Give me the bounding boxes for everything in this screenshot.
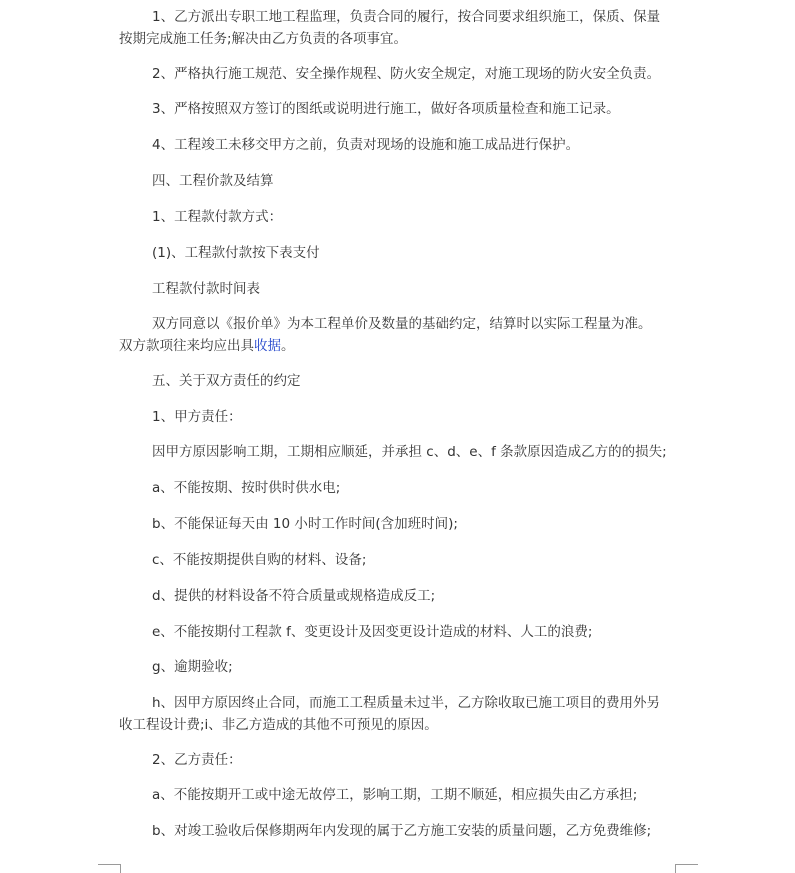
paragraph-payment-schedule-note <box>119 242 679 264</box>
list-item-text: h、因甲方原因终止合同，而施工工程质量未过半，乙方除收取已施工项目的费用外另 <box>152 695 661 711</box>
paragraph-line: (1)、工程款付款按下表支付 <box>152 245 320 261</box>
list-item-e-f <box>119 621 679 643</box>
list-item-text: b、对竣工验收后保修期两年内发现的属于乙方施工安装的质量问题，乙方免费维修; <box>152 823 652 839</box>
paragraph-line: 1、甲方责任： <box>152 409 242 425</box>
paragraph-safety-regulations <box>119 63 679 85</box>
list-item-text: c、不能按期提供自购的材料、设备; <box>152 552 367 568</box>
paragraph-line: 2、严格执行施工规范、安全操作规程、防火安全规定，对施工现场的防火安全负责。 <box>152 66 661 82</box>
table-caption-payment-timeline <box>119 278 679 300</box>
paragraph-line: 按期完成施工任务;解决由乙方负责的各项事宜。 <box>119 31 408 47</box>
paragraph-line: 1、工程款付款方式： <box>152 209 283 225</box>
paragraph-party-a-heading <box>119 406 679 428</box>
list-item-a <box>119 477 679 499</box>
paragraph-party-a-delay <box>119 441 679 463</box>
list-item-b <box>119 513 679 535</box>
list-item-text: a、不能按期开工或中途无故停工，影响工期，工期不顺延，相应损失由乙方承担; <box>152 787 638 803</box>
list-item-text: e、不能按期付工程款 f、变更设计及因变更设计造成的材料、人工的浪费; <box>152 624 593 640</box>
paragraph-line: 4、工程竣工未移交甲方之前，负责对现场的设施和施工成品进行保护。 <box>152 137 580 153</box>
paragraph-line: 因甲方原因影响工期，工期相应顺延，并承担 c、d、e、f 条款原因造成乙方的的损失; <box>152 444 667 460</box>
paragraph-contractor-supervision <box>119 6 679 50</box>
paragraph-party-b-heading <box>119 749 679 771</box>
list-item-text: 收工程设计费;i、非乙方造成的其他不可预见的原因。 <box>119 717 438 733</box>
paragraph-drawings-compliance <box>119 98 679 120</box>
list-item-c <box>119 549 679 571</box>
paragraph-quotation-agreement <box>119 313 679 357</box>
list-item-b-a <box>119 784 679 806</box>
paragraph-line: 。 <box>281 338 295 354</box>
section-heading: 五、关于双方责任的约定 <box>152 373 301 389</box>
list-item-text: a、不能按期、按时供时供水电; <box>152 480 341 496</box>
list-item-text: b、不能保证每天由 10 小时工作时间(含加班时间); <box>152 516 458 532</box>
paragraph-line: 1、乙方派出专职工地工程监理，负责合同的履行，按合同要求组织施工，保质、保量 <box>152 9 661 25</box>
list-item-g <box>119 656 679 678</box>
paragraph-line: 双方款项往来均应出具 <box>119 338 254 354</box>
list-item-text: d、提供的材料设备不符合质量或规格造成反工; <box>152 588 436 604</box>
list-item-b-b <box>119 820 679 842</box>
section-heading: 四、工程价款及结算 <box>152 173 274 189</box>
list-item-h-i <box>119 692 679 736</box>
paragraph-site-protection <box>119 134 679 156</box>
caption-text: 工程款付款时间表 <box>152 281 260 297</box>
list-item-text: g、逾期验收; <box>152 659 233 675</box>
paragraph-line: 双方同意以《报价单》为本工程单价及数量的基础约定，结算时以实际工程量为准。 <box>152 316 652 332</box>
paragraph-line: 2、乙方责任： <box>152 752 242 768</box>
section-heading-responsibilities <box>119 370 679 392</box>
paragraph-line: 3、严格按照双方签订的图纸或说明进行施工，做好各项质量检查和施工记录。 <box>152 101 620 117</box>
receipt-link[interactable]: 收据 <box>254 338 281 354</box>
section-heading-price-settlement <box>119 170 679 192</box>
paragraph-payment-method <box>119 206 679 228</box>
list-item-d <box>119 585 679 607</box>
